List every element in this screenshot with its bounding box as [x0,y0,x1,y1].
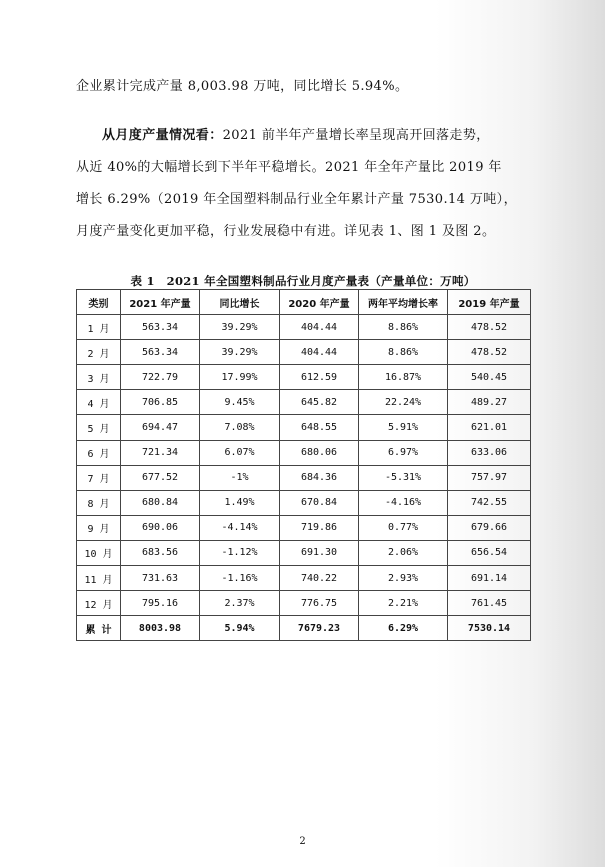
cell-2020: 776.75 [280,591,359,616]
cell-2021: 563.34 [121,340,200,365]
cell-2019: 540.45 [448,365,531,390]
total-2020: 7679.23 [280,616,359,641]
cell-2021: 721.34 [121,440,200,465]
table-row [77,390,531,415]
production-table [76,289,531,641]
cell-avg-growth: 0.77% [359,515,448,540]
cell-category: 8 月 [77,490,121,515]
cell-avg-growth: 5.91% [359,415,448,440]
paragraph-2-line-4: 月度产量变化更加平稳，行业发展稳中有进。详见表 1、图 1 及图 2。 [76,224,496,239]
cell-avg-growth: 2.93% [359,566,448,591]
cell-2019: 656.54 [448,540,531,565]
paragraph-2-line-1-rest: 2021 前半年产量增长率呈现高开回落走势， [222,128,490,143]
cell-avg-growth: 16.87% [359,365,448,390]
cell-yoy: -1.16% [200,566,280,591]
table-caption: 表 1 2021 年全国塑料制品行业月度产量表（产量单位：万吨） [130,274,476,288]
cell-yoy: 1.49% [200,490,280,515]
cell-2021: 563.34 [121,315,200,340]
cell-avg-growth: 6.97% [359,440,448,465]
cell-avg-growth: 8.86% [359,315,448,340]
cell-2019: 478.52 [448,340,531,365]
cell-2019: 489.27 [448,390,531,415]
cell-2020: 670.84 [280,490,359,515]
table-body [77,315,531,641]
header-two-year-avg-growth: 两年平均增长率 [359,290,448,315]
cell-avg-growth: -5.31% [359,465,448,490]
cell-2020: 645.82 [280,390,359,415]
cell-avg-growth: -4.16% [359,490,448,515]
cell-2021: 694.47 [121,415,200,440]
cell-2020: 719.86 [280,515,359,540]
cell-category: 6 月 [77,440,121,465]
cell-2021: 677.52 [121,465,200,490]
cell-yoy: 17.99% [200,365,280,390]
cell-2020: 691.30 [280,540,359,565]
header-yoy-growth: 同比增长 [200,290,280,315]
cell-2019: 621.01 [448,415,531,440]
cell-yoy: 6.07% [200,440,280,465]
cell-2019: 761.45 [448,591,531,616]
cell-2019: 742.55 [448,490,531,515]
cell-2020: 404.44 [280,340,359,365]
header-category: 类别 [77,290,121,315]
cell-yoy: -1.12% [200,540,280,565]
table-row [77,540,531,565]
paragraph-1-line-1: 企业累计完成产量 8,003.98 万吨，同比增长 5.94%。 [76,79,409,94]
cell-2021: 683.56 [121,540,200,565]
page-number: 2 [299,836,306,847]
header-2021-output: 2021 年产量 [121,290,200,315]
cell-2020: 684.36 [280,465,359,490]
total-yoy: 5.94% [200,616,280,641]
header-2019-output: 2019 年产量 [448,290,531,315]
cell-2020: 680.06 [280,440,359,465]
cell-yoy: 2.37% [200,591,280,616]
cell-2020: 740.22 [280,566,359,591]
paragraph-2-line-3: 增长 6.29%（2019 年全国塑料制品行业全年累计产量 7530.14 万吨）， [76,192,517,207]
table-header-row [77,290,531,315]
cell-2019: 757.97 [448,465,531,490]
cell-2019: 478.52 [448,315,531,340]
cell-2021: 706.85 [121,390,200,415]
table-row [77,515,531,540]
paragraph-2-line-2: 从近 40%的大幅增长到下半年平稳增长。2021 年全年产量比 2019 年 [76,160,502,175]
cell-2020: 648.55 [280,415,359,440]
cell-avg-growth: 22.24% [359,390,448,415]
header-2020-output: 2020 年产量 [280,290,359,315]
total-2021: 8003.98 [121,616,200,641]
cell-avg-growth: 2.06% [359,540,448,565]
table-row [77,465,531,490]
table-row [77,315,531,340]
cell-yoy: 39.29% [200,315,280,340]
cell-avg-growth: 8.86% [359,340,448,365]
cell-category: 10 月 [77,540,121,565]
cell-2019: 633.06 [448,440,531,465]
cell-category: 4 月 [77,390,121,415]
cell-category: 11 月 [77,566,121,591]
cell-avg-growth: 2.21% [359,591,448,616]
cell-category: 7 月 [77,465,121,490]
cell-category: 2 月 [77,340,121,365]
cell-2021: 795.16 [121,591,200,616]
table-row [77,365,531,390]
table-row [77,566,531,591]
table-row [77,340,531,365]
cell-category: 5 月 [77,415,121,440]
cell-yoy: 9.45% [200,390,280,415]
total-label: 累 计 [77,616,121,641]
cell-yoy: 7.08% [200,415,280,440]
cell-2021: 722.79 [121,365,200,390]
paragraph-2-lead: 从月度产量情况看： [102,128,223,143]
cell-2020: 612.59 [280,365,359,390]
cell-2019: 691.14 [448,566,531,591]
table-row [77,440,531,465]
total-avg-growth: 6.29% [359,616,448,641]
cell-2020: 404.44 [280,315,359,340]
table-row [77,591,531,616]
cell-category: 9 月 [77,515,121,540]
cell-yoy: -4.14% [200,515,280,540]
table-total-row [77,616,531,641]
table-row [77,490,531,515]
cell-yoy: 39.29% [200,340,280,365]
cell-2021: 690.06 [121,515,200,540]
cell-category: 12 月 [77,591,121,616]
total-2019: 7530.14 [448,616,531,641]
cell-2021: 680.84 [121,490,200,515]
table-row [77,415,531,440]
cell-yoy: -1% [200,465,280,490]
cell-category: 3 月 [77,365,121,390]
cell-category: 1 月 [77,315,121,340]
cell-2021: 731.63 [121,566,200,591]
paragraph-2-line-1 [102,127,531,145]
cell-2019: 679.66 [448,515,531,540]
